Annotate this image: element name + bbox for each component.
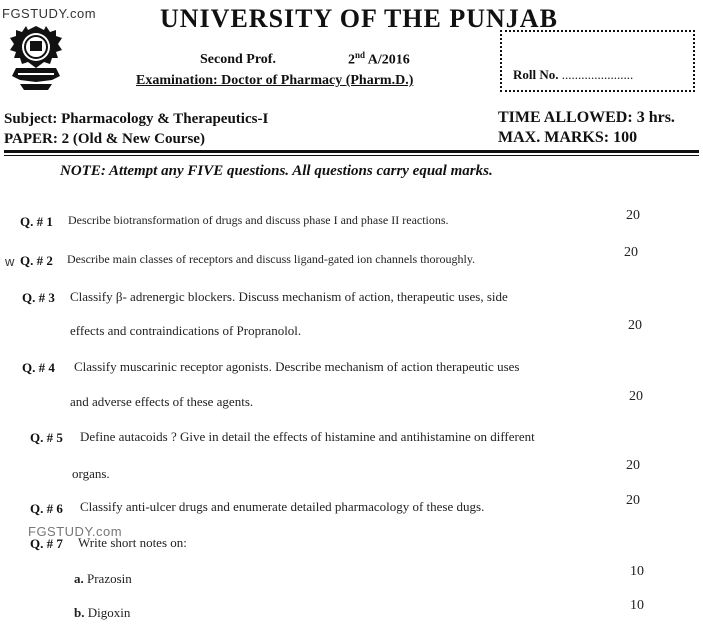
instructions-note: NOTE: Attempt any FIVE questions. All questions carry equal marks. <box>60 163 493 179</box>
question-6-marks: 20 <box>626 493 640 508</box>
time-allowed: TIME ALLOWED: 3 hrs. <box>498 109 675 126</box>
subject-line: Subject: Pharmacology & Therapeutics-I <box>4 111 269 127</box>
question-6-text: Classify anti-ulcer drugs and enumerate detailed pharmacology of these dugs. <box>80 499 485 514</box>
question-2-label: Q. # 2 <box>20 253 53 268</box>
exam-session-year: A/2016 <box>365 52 410 68</box>
question-3-label: Q. # 3 <box>22 290 55 305</box>
sub-item-b-marks: 10 <box>630 598 644 613</box>
paper-line: PAPER: 2 (Old & New Course) <box>4 131 205 147</box>
watermark-top: FGSTUDY.com <box>2 6 97 21</box>
sub-item-b <box>74 605 130 621</box>
question-6-label: Q. # 6 <box>30 501 63 516</box>
question-1-marks: 20 <box>626 208 640 223</box>
question-5-text-line-2: organs. <box>72 466 110 481</box>
university-crest-icon <box>6 22 66 92</box>
sub-item-b-label: b. <box>74 605 85 620</box>
question-4-marks: 20 <box>629 389 643 404</box>
sub-item-a-label: a. <box>74 571 84 586</box>
exam-session <box>348 50 410 69</box>
university-logo <box>6 22 66 92</box>
question-7-text: Write short notes on: <box>78 535 187 550</box>
sub-item-b-text: Digoxin <box>87 605 131 620</box>
question-4-text-line-1: Classify muscarinic receptor agonists. Describe mechanism of action therapeutic uses <box>74 359 520 374</box>
question-4-text-line-2: and adverse effects of these agents. <box>70 394 254 409</box>
question-3-text-line-1: Classify β- adrenergic blockers. Discuss mechanism of action, therapeutic uses, side <box>70 289 508 304</box>
question-5-text-line-1: Define autacoids ? Give in detail the effects of histamine and antihistamine on different <box>80 429 535 444</box>
header-divider-thick <box>4 150 699 153</box>
question-3-marks: 20 <box>628 318 642 333</box>
sub-item-a-marks: 10 <box>630 564 644 579</box>
sub-item-a <box>74 571 132 587</box>
header-divider-thin <box>4 155 699 156</box>
sub-item-a-text: Prazosin <box>87 571 132 586</box>
roll-number-label: Roll No. <box>513 67 559 82</box>
question-4-label: Q. # 4 <box>22 360 55 375</box>
question-1-label: Q. # 1 <box>20 214 53 229</box>
university-title: UNIVERSITY OF THE PUNJAB <box>160 4 558 33</box>
question-1-text: Describe biotransformation of drugs and discuss phase I and phase II reactions. <box>68 213 449 227</box>
question-2-marks: 20 <box>624 245 638 260</box>
exam-level: Second Prof. <box>200 52 276 67</box>
question-2-text: Describe main classes of receptors and discuss ligand-gated ion channels thoroughly. <box>67 252 476 266</box>
question-3-text-line-2: effects and contraindications of Propranolol. <box>70 323 302 338</box>
exam-session-number: 2 <box>348 52 355 68</box>
exam-session-superscript: nd <box>355 50 366 60</box>
roll-number-blank: ...................... <box>558 67 634 82</box>
roll-number-field[interactable] <box>513 67 633 83</box>
question-7-label: Q. # 7 <box>30 536 63 551</box>
max-marks: MAX. MARKS: 100 <box>498 129 638 146</box>
watermark-mid: FGSTUDY.com <box>28 524 123 539</box>
question-5-marks: 20 <box>626 458 640 473</box>
question-5-label: Q. # 5 <box>30 430 63 445</box>
watermark-side: w <box>5 254 15 269</box>
exam-title: Examination: Doctor of Pharmacy (Pharm.D.) <box>136 73 414 88</box>
